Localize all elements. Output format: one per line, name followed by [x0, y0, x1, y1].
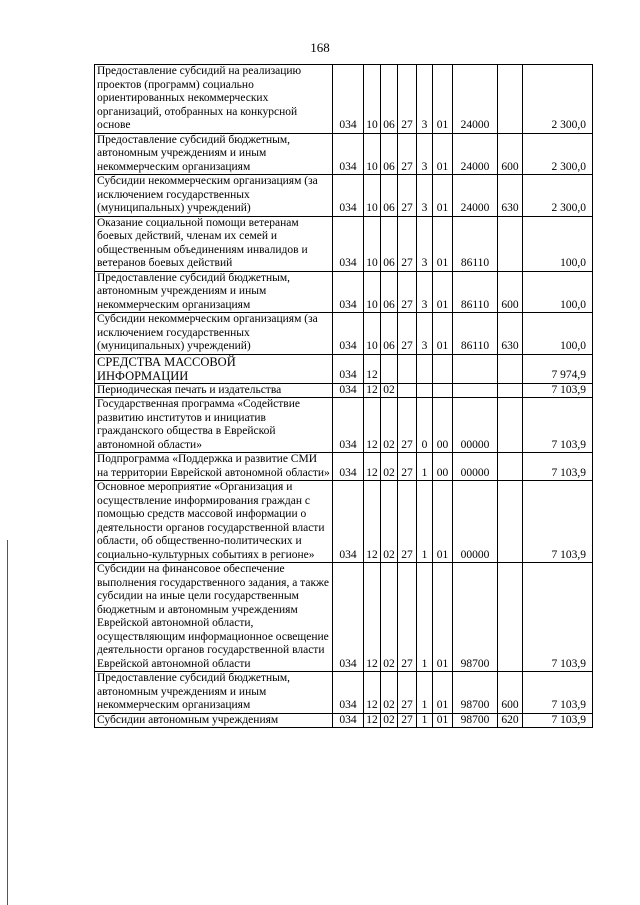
activity-code: 01 [433, 133, 453, 175]
subprogram-code [417, 354, 433, 383]
amount: 7 103,9 [523, 383, 593, 398]
item-name: Основное мероприятие «Организация и осуществление информирования граждан с помощью средств массовой информации о деятельности органов государственной власти области, об общественно-политических и социально-культурных событиях в регионе» [95, 481, 333, 563]
program-code: 27 [398, 481, 417, 563]
department-code: 034 [333, 563, 364, 672]
department-code: 034 [333, 453, 364, 481]
table-row [95, 713, 593, 728]
activity-code: 01 [433, 271, 453, 313]
subsection-code: 06 [381, 65, 398, 134]
section-code: 10 [364, 313, 381, 355]
program-code [398, 383, 417, 398]
item-name: Субсидии на финансовое обеспечение выполнения государственного задания, а также субсидии на иные цели государственным бюджетным и автономным учреждениям Еврейской автономной области, осуществляющим информационное освещение деятельности органов государственной власти Еврейской автономной области [95, 563, 333, 672]
subprogram-code: 1 [417, 481, 433, 563]
expense-type-code [498, 563, 523, 672]
table-row [95, 65, 593, 134]
subprogram-code: 1 [417, 672, 433, 714]
activity-code: 01 [433, 175, 453, 217]
amount: 7 103,9 [523, 713, 593, 728]
department-code: 034 [333, 175, 364, 217]
section-code: 12 [364, 398, 381, 453]
section-code: 12 [364, 453, 381, 481]
direction-code: 98700 [453, 713, 498, 728]
direction-code: 00000 [453, 453, 498, 481]
item-name: Предоставление субсидий бюджетным, автономным учреждениям и иным некоммерческим организациям [95, 271, 333, 313]
item-name: СРЕДСТВА МАССОВОЙ ИНФОРМАЦИИ [95, 354, 333, 383]
direction-code: 00000 [453, 481, 498, 563]
amount: 7 103,9 [523, 481, 593, 563]
item-name: Государственная программа «Содействие развитию институтов и инициатив гражданского общества в Еврейской автономной области» [95, 398, 333, 453]
subsection-code [381, 354, 398, 383]
section-code: 12 [364, 354, 381, 383]
expense-type-code [498, 453, 523, 481]
expense-type-code [498, 65, 523, 134]
direction-code: 24000 [453, 175, 498, 217]
amount: 7 103,9 [523, 398, 593, 453]
expense-type-code: 600 [498, 271, 523, 313]
program-code: 27 [398, 175, 417, 217]
subsection-code: 02 [381, 481, 398, 563]
activity-code: 01 [433, 65, 453, 134]
item-name: Предоставление субсидий бюджетным, автономным учреждениям и иным некоммерческим организациям [95, 672, 333, 714]
subprogram-code: 1 [417, 453, 433, 481]
activity-code [433, 354, 453, 383]
program-code: 27 [398, 563, 417, 672]
section-code: 10 [364, 133, 381, 175]
department-code: 034 [333, 313, 364, 355]
expense-type-code [498, 354, 523, 383]
direction-code [453, 383, 498, 398]
direction-code: 86110 [453, 313, 498, 355]
table-row [95, 175, 593, 217]
item-name: Субсидии некоммерческим организациям (за исключением государственных (муниципальных) учреждений) [95, 175, 333, 217]
section-code: 12 [364, 481, 381, 563]
subsection-code: 06 [381, 133, 398, 175]
program-code: 27 [398, 713, 417, 728]
department-code: 034 [333, 398, 364, 453]
section-code: 10 [364, 271, 381, 313]
activity-code [433, 383, 453, 398]
activity-code: 00 [433, 453, 453, 481]
amount: 100,0 [523, 271, 593, 313]
department-code: 034 [333, 133, 364, 175]
table-row [95, 354, 593, 383]
department-code: 034 [333, 271, 364, 313]
table-row [95, 216, 593, 271]
activity-code: 01 [433, 713, 453, 728]
department-code: 034 [333, 672, 364, 714]
expense-type-code: 630 [498, 313, 523, 355]
department-code: 034 [333, 65, 364, 134]
direction-code: 24000 [453, 65, 498, 134]
amount: 7 974,9 [523, 354, 593, 383]
subsection-code: 06 [381, 216, 398, 271]
subprogram-code: 3 [417, 216, 433, 271]
subsection-code: 06 [381, 271, 398, 313]
amount: 2 300,0 [523, 65, 593, 134]
subprogram-code: 3 [417, 65, 433, 134]
budget-table [94, 64, 593, 728]
section-code: 10 [364, 216, 381, 271]
expense-type-code: 620 [498, 713, 523, 728]
table-row [95, 481, 593, 563]
section-code: 10 [364, 65, 381, 134]
subprogram-code: 1 [417, 563, 433, 672]
table-row [95, 672, 593, 714]
subsection-code: 02 [381, 453, 398, 481]
section-code: 12 [364, 713, 381, 728]
item-name: Периодическая печать и издательства [95, 383, 333, 398]
subsection-code: 02 [381, 563, 398, 672]
department-code: 034 [333, 481, 364, 563]
section-code: 12 [364, 672, 381, 714]
subprogram-code [417, 383, 433, 398]
direction-code [453, 354, 498, 383]
subprogram-code: 0 [417, 398, 433, 453]
direction-code: 98700 [453, 563, 498, 672]
direction-code: 98700 [453, 672, 498, 714]
program-code: 27 [398, 453, 417, 481]
program-code: 27 [398, 216, 417, 271]
program-code: 27 [398, 133, 417, 175]
program-code: 27 [398, 672, 417, 714]
section-code: 12 [364, 563, 381, 672]
subsection-code: 02 [381, 713, 398, 728]
activity-code: 00 [433, 398, 453, 453]
table-row [95, 383, 593, 398]
expense-type-code [498, 216, 523, 271]
subprogram-code: 3 [417, 133, 433, 175]
direction-code: 00000 [453, 398, 498, 453]
item-name: Субсидии некоммерческим организациям (за исключением государственных (муниципальных) учреждений) [95, 313, 333, 355]
item-name: Подпрограмма «Поддержка и развитие СМИ на территории Еврейской автономной области» [95, 453, 333, 481]
expense-type-code: 600 [498, 133, 523, 175]
activity-code: 01 [433, 672, 453, 714]
expense-type-code: 630 [498, 175, 523, 217]
subprogram-code: 3 [417, 271, 433, 313]
subprogram-code: 3 [417, 175, 433, 217]
page-number: 168 [310, 40, 330, 55]
subsection-code: 06 [381, 313, 398, 355]
amount: 7 103,9 [523, 672, 593, 714]
subsection-code: 02 [381, 672, 398, 714]
amount: 100,0 [523, 216, 593, 271]
expense-type-code [498, 481, 523, 563]
program-code [398, 354, 417, 383]
item-name: Оказание социальной помощи ветеранам боевых действий, членам их семей и общественным объединениям инвалидов и ветеранов боевых действий [95, 216, 333, 271]
direction-code: 24000 [453, 133, 498, 175]
table-row [95, 453, 593, 481]
amount: 2 300,0 [523, 133, 593, 175]
expense-type-code [498, 398, 523, 453]
direction-code: 86110 [453, 216, 498, 271]
item-name: Субсидии автономным учреждениям [95, 713, 333, 728]
amount: 7 103,9 [523, 453, 593, 481]
department-code: 034 [333, 216, 364, 271]
table-row [95, 313, 593, 355]
table-row [95, 271, 593, 313]
program-code: 27 [398, 313, 417, 355]
subsection-code: 06 [381, 175, 398, 217]
subprogram-code: 3 [417, 313, 433, 355]
amount: 2 300,0 [523, 175, 593, 217]
expense-type-code [498, 383, 523, 398]
program-code: 27 [398, 271, 417, 313]
activity-code: 01 [433, 481, 453, 563]
department-code: 034 [333, 713, 364, 728]
amount: 100,0 [523, 313, 593, 355]
subsection-code: 02 [381, 383, 398, 398]
amount: 7 103,9 [523, 563, 593, 672]
direction-code: 86110 [453, 271, 498, 313]
activity-code: 01 [433, 216, 453, 271]
program-code: 27 [398, 398, 417, 453]
margin-line [7, 540, 8, 905]
section-code: 10 [364, 175, 381, 217]
table-row [95, 133, 593, 175]
activity-code: 01 [433, 563, 453, 672]
subsection-code: 02 [381, 398, 398, 453]
expense-type-code: 600 [498, 672, 523, 714]
activity-code: 01 [433, 313, 453, 355]
department-code: 034 [333, 383, 364, 398]
program-code: 27 [398, 65, 417, 134]
table-row [95, 563, 593, 672]
section-code: 12 [364, 383, 381, 398]
table-row [95, 398, 593, 453]
department-code: 034 [333, 354, 364, 383]
item-name: Предоставление субсидий бюджетным, автономным учреждениям и иным некоммерческим организациям [95, 133, 333, 175]
item-name: Предоставление субсидий на реализацию проектов (программ) социально ориентированных некоммерческих организаций, отобранных на конкурсной основе [95, 65, 333, 134]
subprogram-code: 1 [417, 713, 433, 728]
